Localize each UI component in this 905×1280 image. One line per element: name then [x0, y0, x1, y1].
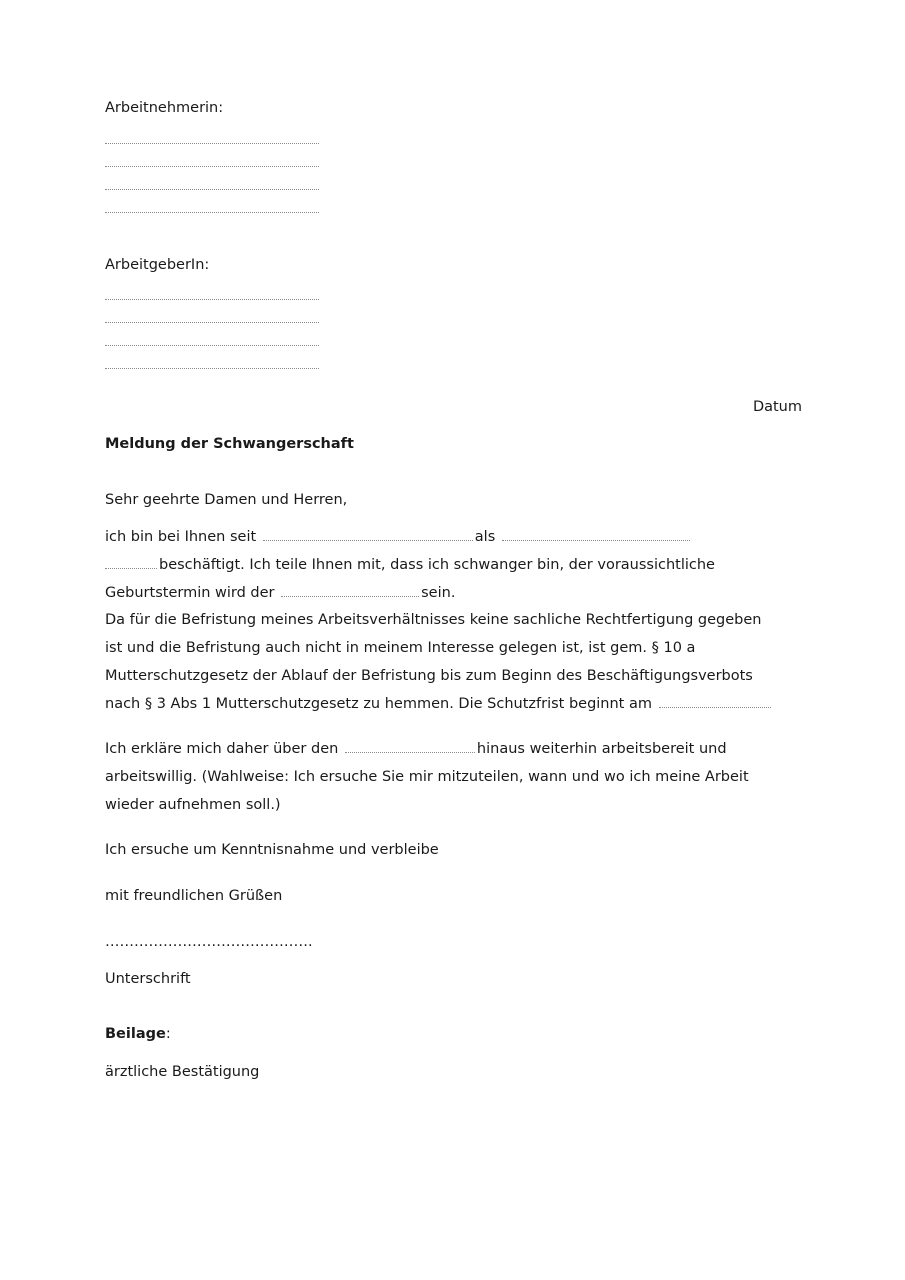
signature-line[interactable]: ……………………………………. — [105, 934, 313, 950]
employer-label: ArbeitgeberIn: — [105, 257, 210, 273]
text-segment: hinaus weiterhin arbeitsbereit und — [476, 741, 727, 757]
text-segment: beschäftigt. Ich teile Ihnen mit, dass ich schwanger bin, der voraussichtliche — [159, 557, 715, 573]
employer-line-4[interactable] — [105, 368, 319, 369]
signature-label: Unterschrift — [105, 971, 191, 987]
employee-line-3[interactable] — [105, 189, 319, 190]
attachment-label: Beilage — [105, 1026, 166, 1042]
employee-label: Arbeitnehmerin: — [105, 100, 224, 116]
position-blank[interactable] — [502, 539, 690, 541]
paragraph-2-line-3: Mutterschutzgesetz der Ablauf der Befristung bis zum Beginn des Beschäftigungsverbots — [105, 668, 753, 684]
text-segment: Ich erkläre mich daher über den — [105, 741, 339, 757]
protection-start-blank[interactable] — [659, 706, 771, 708]
attachment-colon: : — [165, 1026, 171, 1042]
text-segment: als — [474, 529, 496, 545]
paragraph-1-line-3 — [105, 583, 455, 603]
paragraph-3-line-1 — [105, 739, 727, 759]
attachment-heading — [105, 1026, 171, 1042]
employer-line-3[interactable] — [105, 345, 319, 346]
paragraph-3-line-2: arbeitswillig. (Wahlweise: Ich ersuche Sie mir mitzuteilen, wann und wo ich meine Arbeit — [105, 769, 749, 785]
due-date-blank[interactable] — [281, 595, 419, 597]
paragraph-1-line-2 — [105, 555, 715, 575]
text-segment: nach § 3 Abs 1 Mutterschutzgesetz zu hemmen. Die Schutzfrist beginnt am — [105, 696, 652, 712]
closing-line-1: Ich ersuche um Kenntnisnahme und verbleibe — [105, 842, 439, 858]
paragraph-3-line-3: wieder aufnehmen soll.) — [105, 797, 281, 813]
salutation: Sehr geehrte Damen und Herren, — [105, 492, 348, 508]
paragraph-2-line-2: ist und die Befristung auch nicht in meinem Interesse gelegen ist, ist gem. § 10 a — [105, 640, 696, 656]
letter-page — [105, 0, 802, 1280]
position-blank-continued[interactable] — [105, 567, 157, 569]
paragraph-2-line-1: Da für die Befristung meines Arbeitsverhältnisses keine sachliche Rechtfertigung gegeben — [105, 612, 762, 628]
employee-line-2[interactable] — [105, 166, 319, 167]
paragraph-1-line-1 — [105, 527, 692, 547]
date-label: Datum — [752, 399, 802, 415]
employer-line-1[interactable] — [105, 299, 319, 300]
subject-heading: Meldung der Schwangerschaft — [105, 436, 354, 452]
text-segment: sein. — [421, 585, 456, 601]
text-segment: ich bin bei Ihnen seit — [105, 529, 257, 545]
paragraph-2-line-4 — [105, 694, 773, 714]
start-date-blank[interactable] — [263, 539, 473, 541]
employee-line-1[interactable] — [105, 143, 319, 144]
availability-date-blank[interactable] — [345, 751, 475, 753]
text-segment: Geburtstermin wird der — [105, 585, 275, 601]
closing-line-2: mit freundlichen Grüßen — [105, 888, 283, 904]
attachment-item: ärztliche Bestätigung — [105, 1064, 260, 1080]
employee-line-4[interactable] — [105, 212, 319, 213]
employer-line-2[interactable] — [105, 322, 319, 323]
